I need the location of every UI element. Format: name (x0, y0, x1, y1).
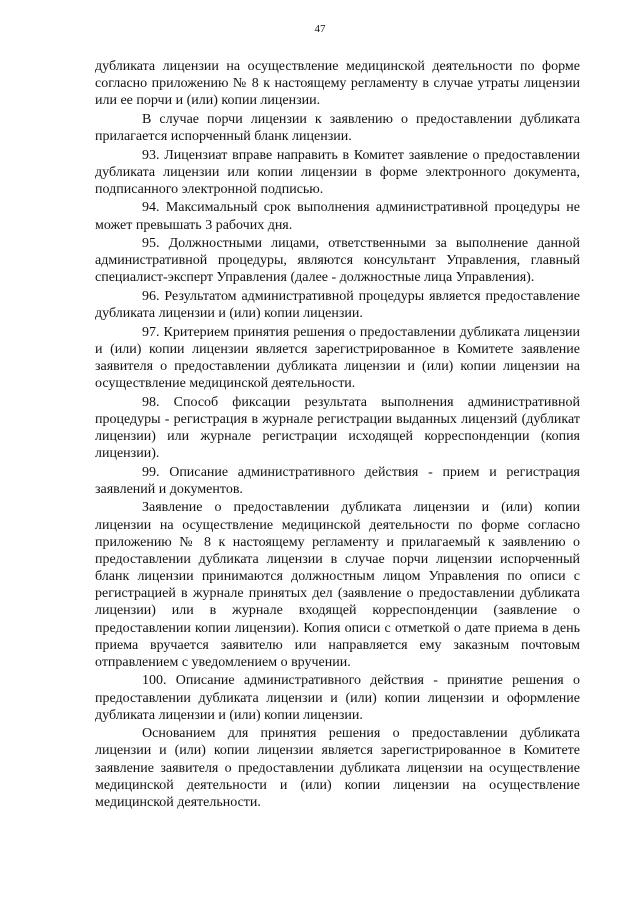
document-body (95, 58, 580, 812)
paragraph: 95. Должностными лицами, ответственными за выполнение данной административной процедуры, являются консультант Управления, главный специалист-эксперт Управления (далее - должностные лица Управления). (95, 236, 580, 286)
paragraph: 96. Результатом административной процедуры является предоставление дубликата лицензии и (или) копии лицензии. (95, 288, 580, 322)
paragraph: 98. Способ фиксации результата выполнения административной процедуры - регистрация в журнале регистрации выданных лицензий (дубликат лицензии) или журнале регистрации исходящей корреспонденции (копия лицензии). (95, 394, 580, 462)
paragraph: Основанием для принятия решения о предоставлении дубликата лицензии и (или) копии лицензии является зарегистрированное в Комитете заявление заявителя о предоставлении дубликата лицензии на осуществление медицинской деятельности и (или) копии лицензии на осуществление медицинской деятельности. (95, 726, 580, 810)
paragraph: 100. Описание административного действия - принятие решения о предоставлении дубликата лицензии и (или) копии лицензии и оформление дубликата лицензии и (или) копии лицензии. (95, 673, 580, 723)
paragraph: 94. Максимальный срок выполнения административной процедуры не может превышать 3 рабочих дня. (95, 200, 580, 233)
paragraph: дубликата лицензии на осуществление медицинской деятельности по форме согласно приложению № 8 к настоящему регламенту в случае утраты лицензии или ее порчи и (или) копии лицензии. (95, 59, 580, 109)
page-number: 47 (314, 23, 326, 35)
paragraph: В случае порчи лицензии к заявлению о предоставлении дубликата прилагается испорченный бланк лицензии. (95, 111, 580, 145)
paragraph: 99. Описание административного действия - прием и регистрация заявлений и документов. (95, 464, 580, 497)
paragraph: 93. Лицензиат вправе направить в Комитет заявление о предоставлении дубликата лицензии или копии лицензии в форме электронного документа, подписанного электронной подписью. (95, 147, 580, 197)
paragraph: 97. Критерием принятия решения о предоставлении дубликата лицензии и (или) копии лицензии является зарегистрированное в Комитете заявление заявителя о предоставлении дубликата лицензии и (или) копии лицензии на осуществление медицинской деятельности. (95, 324, 580, 392)
paragraph: Заявление о предоставлении дубликата лицензии и (или) копии лицензии на осуществление медицинской деятельности по форме согласно приложению № 8 к настоящему регламенту и прилагаемый к заявлению о предоставлении дубликата лицензии в случае порчи лицензии испорченный бланк лицензии принимаются должностным лицом Управления по описи с регистрацией в журнале принятых дел (заявление о предоставлении дубликата лицензии) или в журнале входящей корреспонденции (заявление о предоставлении копии лицензии). Копия описи с отметкой о дате приема в день приема вручается заявителю или направляется ему заказным почтовым отправлением с уведомлением о вручении. (95, 500, 580, 670)
